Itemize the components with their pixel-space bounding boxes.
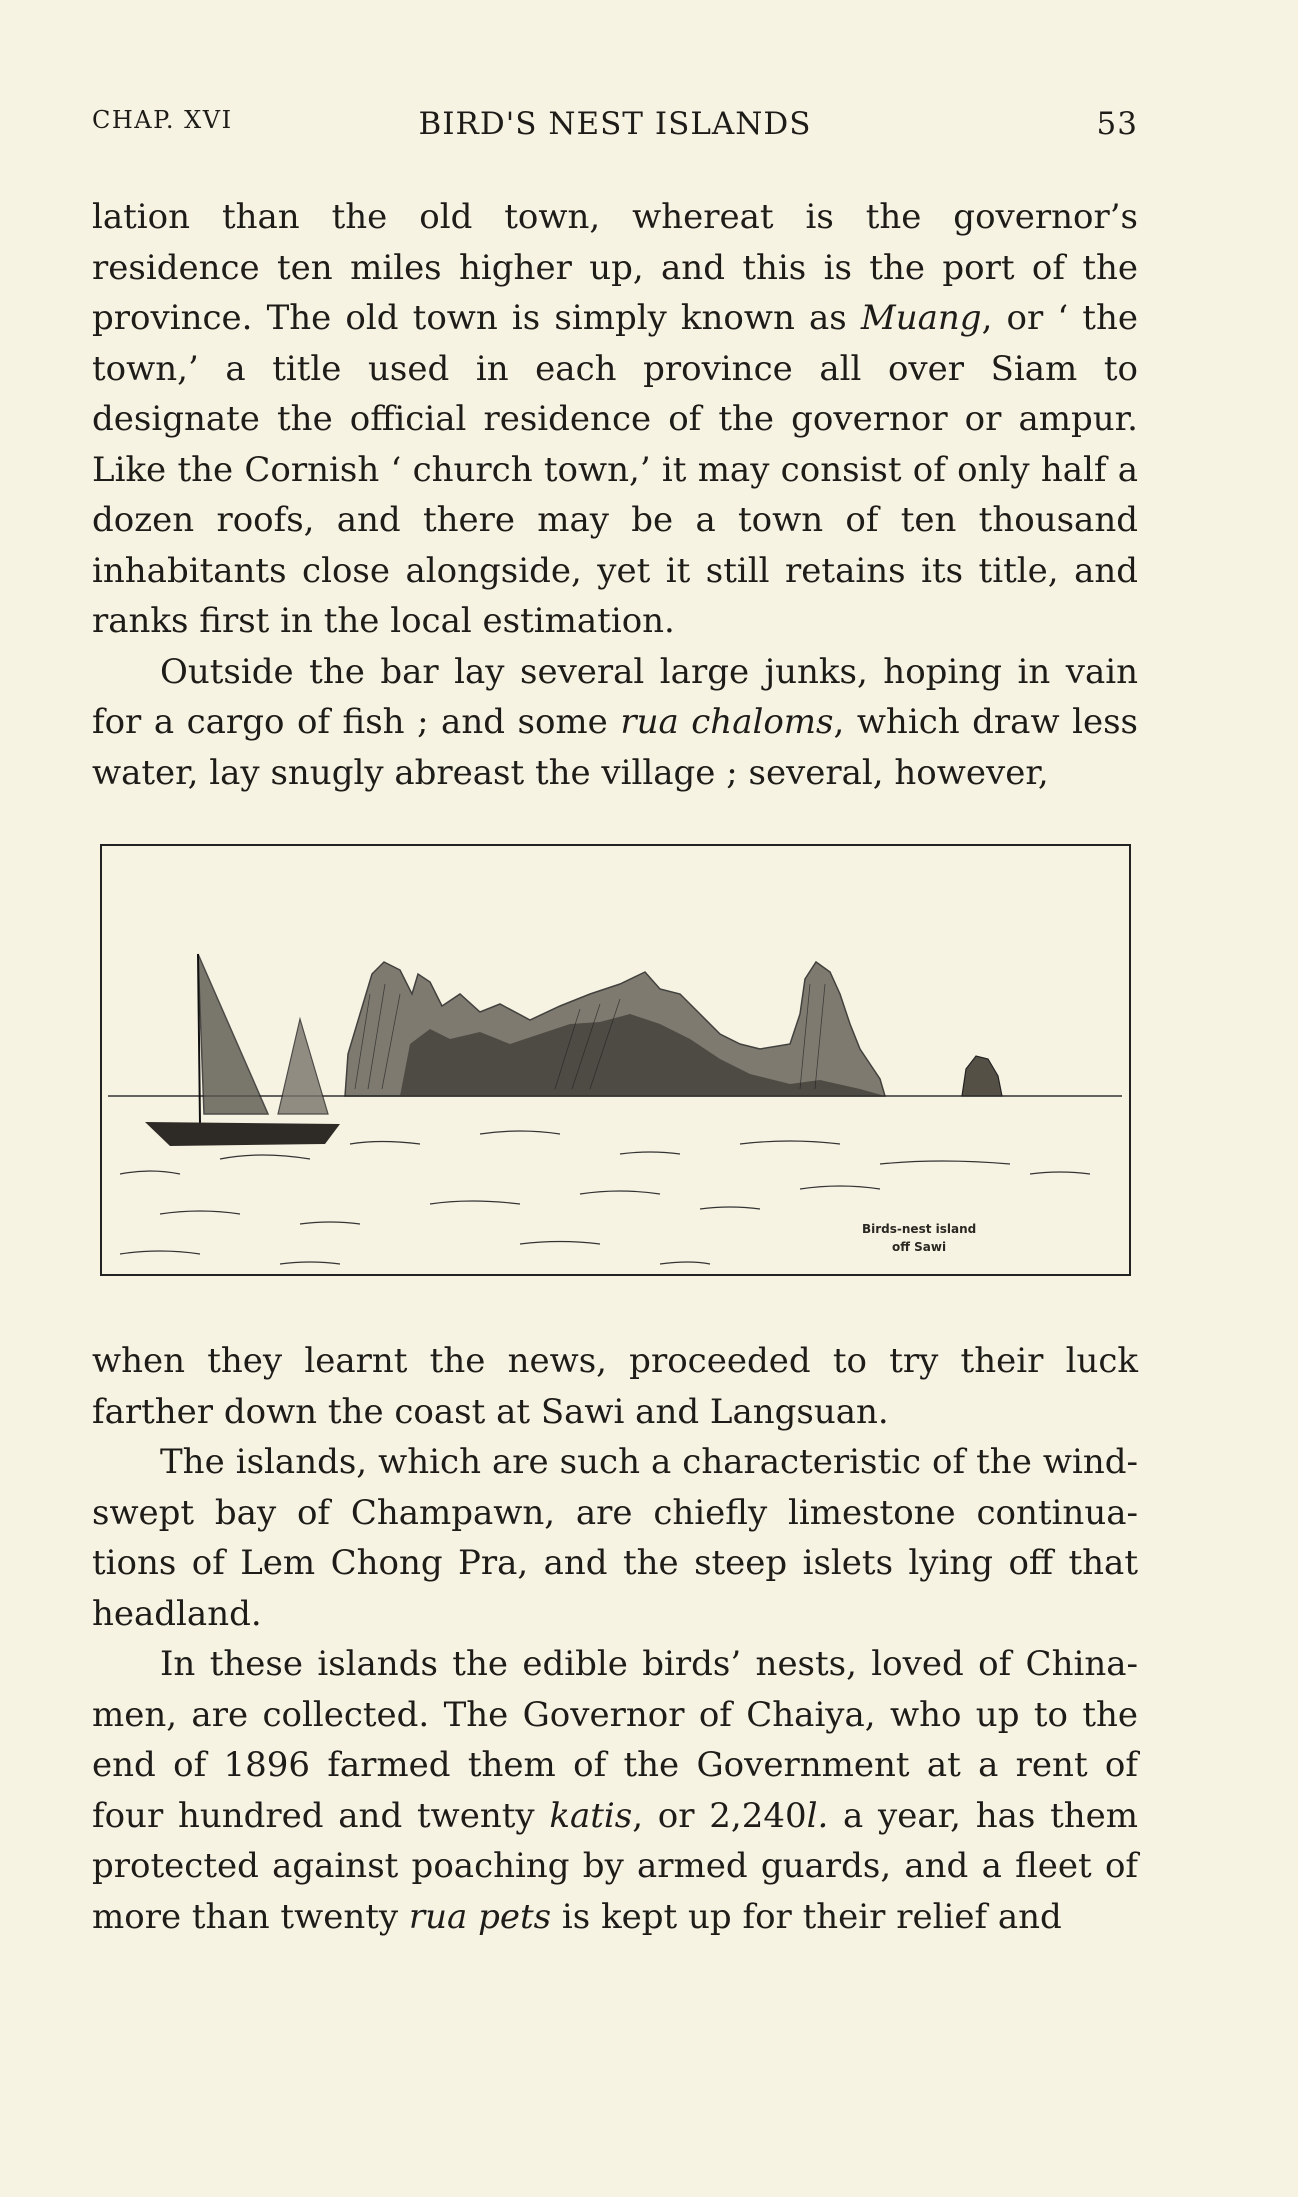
italic-term: rua chaloms [620,702,834,742]
text-block-bottom [92,1336,1138,1942]
text-run: lation than the old town, whereat is the governor’s residence ten miles higher up, and this is the port of the province. The old town is simply known as [92,197,1138,338]
paragraph: The islands, which are such a characteristic of the wind-swept bay of Champawn, are chiefly limestone continua-tions of Lem Chong Pra, and the steep islets lying off that headland. [92,1442,1138,1634]
chapter-label: CHAP. XVI [92,106,233,134]
text-run: , which draw less water, lay snugly abreast the village ; several, however, [92,702,1138,793]
illustration [100,844,1131,1278]
paragraph [92,192,1138,647]
italic-term: rua pets [408,1896,552,1937]
paragraph: when they learnt the news, proceeded to try their luck farther down the coast at Sawi and Langsuan. [92,1341,1138,1432]
paragraph [92,1639,1138,1942]
text-run: In these islands the edible birds’ nests, loved of China-men, are collected. The Governor of Chaiya, who up to the end of 1896 farmed them of the Government at a rent of four hundred and twenty [92,1644,1138,1836]
figure-caption-line-2: off Sawi [892,1240,947,1254]
text-run: , or 2,240 [632,1795,807,1836]
island-sketch [100,844,1131,1278]
text-run: Outside the bar lay several large junks, hoping in vain for a cargo of fish ; and some [92,651,1138,742]
figure-caption-line-1: Birds-nest island [862,1222,977,1236]
page-number: 53 [1096,106,1138,142]
italic-term: katis [549,1795,633,1836]
text-block-top [92,192,1138,798]
running-head [92,106,1138,150]
paragraph [92,647,1138,799]
text-run: , or ‘ the town,’ a title used in each province all over Siam to designate the official residence of the governor or ampur. Like the Cornish ‘ church town,’ it may consist of only half a dozen roofs, and there may be a town of ten thousand inhabitants close alongside, yet it still retains its title, and ranks first in the local estimation. [92,298,1138,641]
page-title: BIRD'S NEST ISLANDS [418,106,812,142]
text-run: is kept up for their relief and [551,1896,1062,1937]
italic-term: Muang [860,298,982,338]
text-run: a year, has them protected against poaching by armed guards, and a fleet of more than twenty [92,1795,1138,1937]
italic-term: l. [806,1795,829,1836]
